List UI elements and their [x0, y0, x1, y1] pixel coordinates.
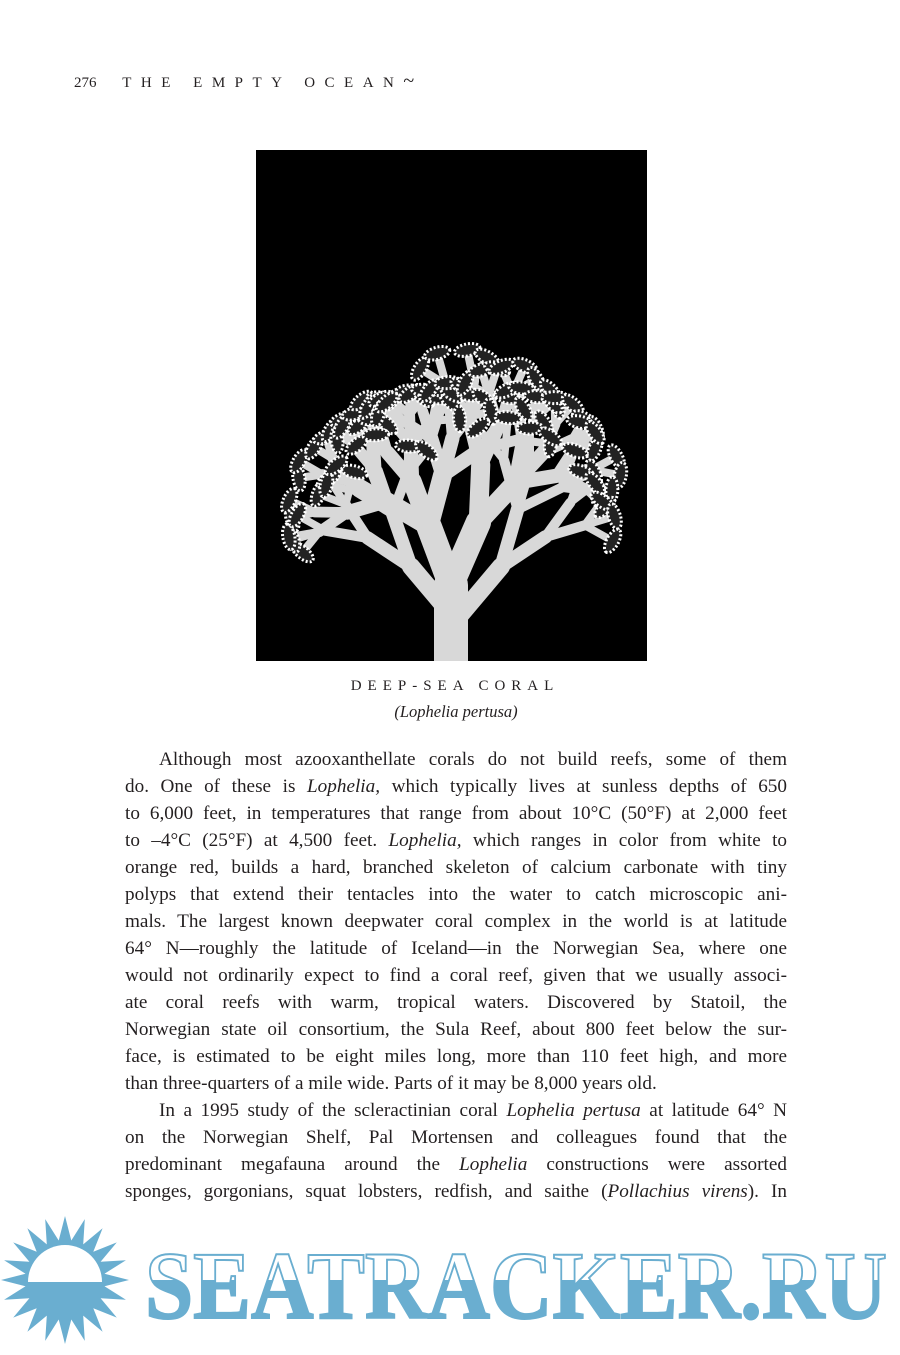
page-number: 276 — [74, 75, 97, 91]
text-line — [125, 1070, 787, 1097]
ornament-tilde: ~ — [403, 70, 414, 92]
text-line — [125, 935, 787, 962]
coral-polyp — [601, 527, 624, 556]
text-run: which ranges in color from white to — [462, 830, 788, 851]
text-line — [125, 827, 787, 854]
body-text — [125, 746, 787, 1205]
text-run: constructions were assorted — [527, 1154, 787, 1175]
text-run: sponges, gorgonians, squat lobsters, redfish, and saithe ( — [125, 1181, 607, 1202]
text-run: ate coral reefs with warm, tropical waters. Discovered by Statoil, the — [125, 992, 787, 1013]
sun-logo-icon — [1, 1216, 129, 1344]
text-run: do. One of these is — [125, 776, 307, 797]
text-line — [125, 881, 787, 908]
text-run: predominant megafauna around the — [125, 1154, 459, 1175]
watermark-text: SEATRACKER.RU — [145, 1232, 887, 1339]
text-run: to 6,000 feet, in temperatures that range from about 10°C (50°F) at 2,000 feet — [125, 803, 787, 824]
text-run: Although most azooxanthellate corals do not build reefs, some of them — [159, 749, 787, 770]
text-line — [125, 1043, 787, 1070]
text-run: at latitude 64° N — [641, 1100, 787, 1121]
text-run: than three-quarters of a mile wide. Parts of it may be 8,000 years old. — [125, 1073, 657, 1094]
italic-text: Pollachius virens — [607, 1181, 747, 1202]
text-line — [125, 1151, 787, 1178]
watermark — [0, 1212, 900, 1350]
text-line — [125, 908, 787, 935]
coral-branch — [451, 523, 478, 585]
italic-text: Lophelia, — [388, 830, 461, 851]
text-line — [125, 854, 787, 881]
text-line — [125, 962, 787, 989]
text-run: face, is estimated to be eight miles long, more than 110 feet high, and more — [125, 1046, 787, 1067]
text-line — [125, 1124, 787, 1151]
italic-text: Lophelia — [459, 1154, 527, 1175]
text-run: ). In — [748, 1181, 787, 1202]
text-run: to –4°C (25°F) at 4,500 feet. — [125, 830, 388, 851]
text-run: Norwegian state oil consortium, the Sula Reef, about 800 feet below the sur- — [125, 1019, 787, 1040]
text-run: polyps that extend their tentacles into the water to catch microscopic ani- — [125, 884, 787, 905]
text-line — [125, 1178, 787, 1205]
text-run: on the Norwegian Shelf, Pal Mortensen and colleagues found that the — [125, 1127, 787, 1148]
text-line — [125, 800, 787, 827]
coral-branch — [429, 475, 443, 526]
text-line — [125, 989, 787, 1016]
running-head — [74, 70, 414, 93]
text-run: In a 1995 study of the scleractinian coral — [159, 1100, 506, 1121]
text-line — [125, 746, 787, 773]
text-line — [125, 1016, 787, 1043]
book-title: THE EMPTY OCEAN — [122, 75, 403, 91]
text-run: which typically lives at sunless depths of 650 — [380, 776, 787, 797]
text-run: 64° N—roughly the latitude of Iceland—in the Norwegian Sea, where one — [125, 938, 787, 959]
text-run: orange red, builds a hard, branched skeleton of calcium carbonate with tiny — [125, 857, 787, 878]
italic-text: Lophelia, — [307, 776, 380, 797]
coral-drawing — [256, 150, 647, 661]
text-line — [125, 773, 787, 800]
text-run: would not ordinarily expect to find a coral reef, given that we usually associ- — [125, 965, 787, 986]
figure-caption-title: DEEP-SEA CORAL — [0, 678, 900, 695]
coral-polyp — [517, 422, 543, 434]
coral-illustration — [256, 150, 647, 661]
text-line — [125, 1097, 787, 1124]
italic-text: Lophelia pertusa — [506, 1100, 640, 1121]
figure-caption-scientific-name: (Lophelia pertusa) — [0, 702, 900, 722]
text-run: mals. The largest known deepwater coral complex in the world is at latitude — [125, 911, 787, 932]
